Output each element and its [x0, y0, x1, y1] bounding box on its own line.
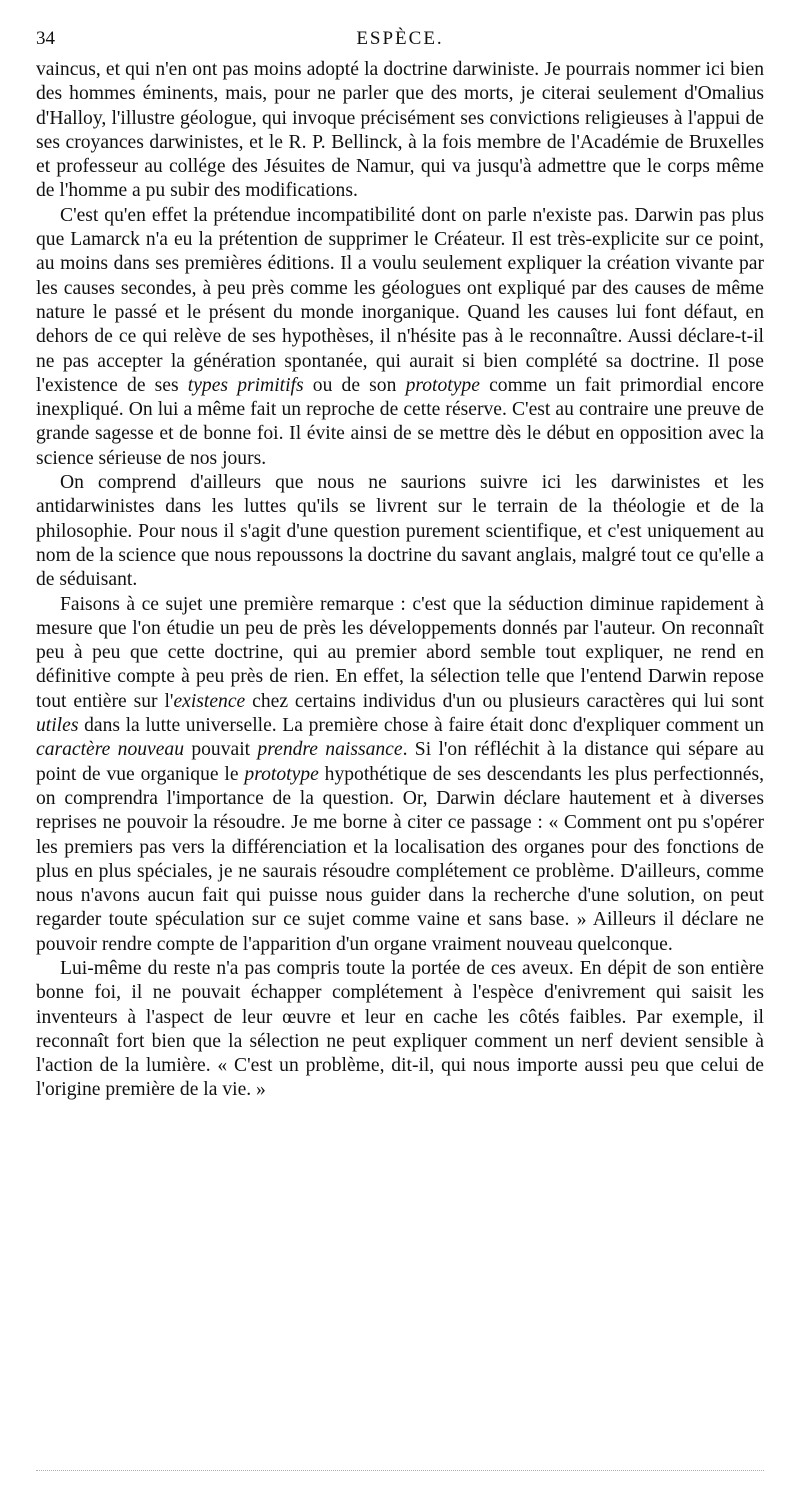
text-run: . Si l'on réfléchit à la distance qui sépare au point de vue organique le	[36, 739, 765, 785]
text-run: hypothétique de ses descendants les plus perfectionnés, on comprendra l'importance de la question. Or, Darwin déclare hautement et à diverses reprises ne pouvoir la résoudre. Je me borne à citer ce passage : « Comment ont pu s'opérer les premiers pas vers la différenciation et la localisation des organes pour des fonctions de plus en plus spéciales, je ne saurais résoudre complétement ce problème. D'ailleurs, comme nous n'avons aucun fait qui puisse nous guider dans la recherche d'une solution, on peut regarder toute spéculation sur ce sujet comme vaine et sans base. » Ailleurs il déclare ne pouvoir rendre compte de l'apparition d'un organe vraiment nouveau quelconque.	[36, 763, 764, 955]
text-run: C'est qu'en effet la prétendue incompatibilité dont on parle n'existe pas. Darwin pas plus que Lamarck n'a eu la prétention de supprimer le Créateur. Il est très-explicite sur ce point, au moins dans ses premières éditions. Il a voulu seulement expliquer la création vivante par les causes secondes, à peu près comme les géologues ont expliqué par des causes de même nature le passé et le présent du monde inorganique. Quand les causes lui font défaut, en dehors de ce qui relève de ses hypothèses, il n'hésite pas à le reconnaître. Aussi déclare-t-il ne pas accepter la génération spontanée, qui aurait si bien complété sa doctrine. Il pose l'existence de ses	[36, 204, 764, 396]
text-run: comme un fait primordial encore inexpliqué. On lui a même fait un reproche de cette réserve. C'est au contraire une preuve de grande sagesse et de bonne foi. Il évite ainsi de se mettre dès le début en opposition avec la science sérieuse de nos jours.	[36, 374, 765, 469]
body-text	[36, 58, 764, 1103]
text-run: On comprend d'ailleurs que nous ne saurions suivre ici les darwinistes et les antidarwinistes dans les luttes qu'ils se livrent sur le terrain de la théologie et de la philosophie. Pour nous il s'agit d'une question purement scientifique, et c'est uniquement au nom de la science que nous repoussons la doctrine du savant anglais, malgré tout ce qu'elle a de séduisant.	[36, 472, 764, 591]
footer-rule	[36, 1470, 764, 1471]
italic-text: prototype	[405, 374, 480, 396]
text-run: vaincus, et qui n'en ont pas moins adopté la doctrine darwiniste. Je pourrais nommer ici bien des hommes éminents, mais, pour ne parler que des morts, je citerai seulement d'Omalius d'Halloy, l'illustre géologue, qui invoque précisément ses convictions religieuses à l'appui de ses croyances darwinistes, et le R. P. Bellinck, à la fois membre de l'Académie de Bruxelles et professeur au collége des Jésuites de Namur, qui va jusqu'à admettre que le corps même de l'homme a pu subir des modifications.	[36, 59, 764, 202]
page-number: 34	[36, 28, 55, 49]
paragraph	[36, 957, 764, 1103]
italic-text: prototype	[244, 763, 319, 785]
italic-text: caractère nouveau	[36, 739, 185, 761]
page-header	[36, 28, 764, 58]
text-run: chez certains individus d'un ou plusieurs caractères qui lui sont	[245, 690, 765, 712]
italic-text: utiles	[36, 715, 79, 737]
italic-text: existence	[173, 690, 246, 712]
running-title: ESPÈCE.	[356, 28, 444, 49]
text-run: dans la lutte universelle. La première chose à faire était donc d'expliquer comment un	[78, 715, 764, 737]
text-run: Lui-même du reste n'a pas compris toute la portée de ces aveux. En dépit de son entière bonne foi, il ne pouvait échapper complétement à l'espèce d'enivrement qui saisit les inventeurs à l'aspect de leur œuvre et leur en cache les côtés faibles. Par exemple, il reconnaît fort bien que la sélection ne peut expliquer comment un nerf devient sensible à l'action de la lumière. « C'est un problème, dit-il, qui nous importe aussi peu que celui de l'origine première de la vie. »	[36, 957, 764, 1101]
text-run: Faisons à ce sujet une première remarque : c'est que la séduction diminue rapidement à mesure que l'on étudie un peu de près les développements donnés par l'auteur. On reconnaît peu à peu que cette doctrine, qui au premier abord semble tout expliquer, ne rend en définitive compte à peu près de rien. En effet, la sélection telle que l'entend Darwin repose tout entière sur l'	[36, 593, 764, 712]
italic-text: prendre naissance	[257, 739, 403, 761]
book-page	[36, 28, 764, 1103]
paragraph	[36, 471, 764, 592]
paragraph	[36, 593, 764, 957]
paragraph	[36, 58, 764, 204]
italic-text: types primitifs	[187, 374, 304, 396]
text-run: ou de son	[303, 374, 406, 396]
text-run: pouvait	[184, 739, 258, 761]
paragraph	[36, 204, 764, 471]
